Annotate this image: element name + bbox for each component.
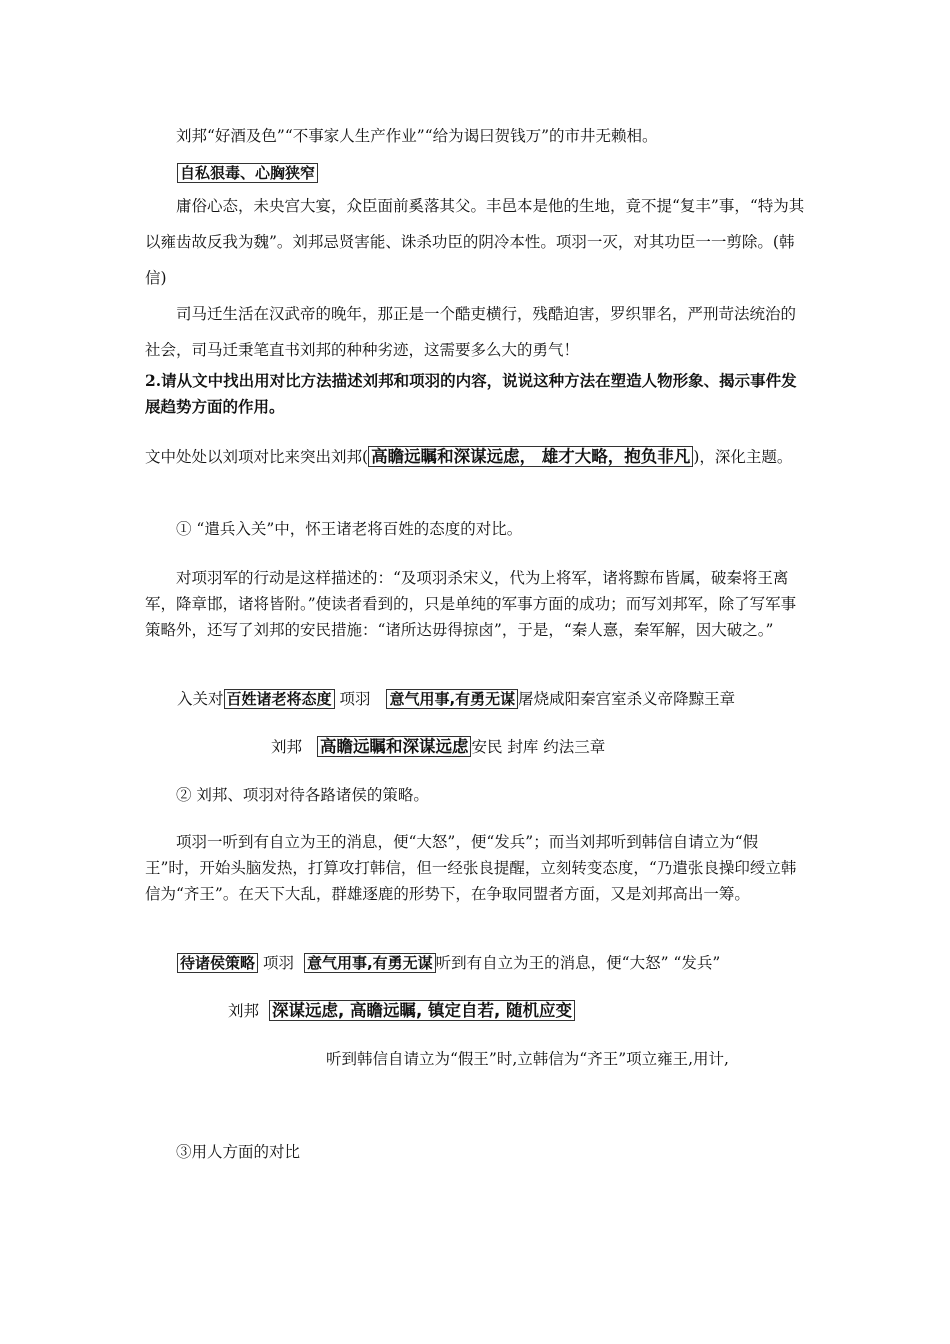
- comparison-row-liubang-strategy: [228, 998, 575, 1024]
- compare3-xiangyu-actions: 听到有自立为王的消息，便“大怒” “发兵”: [435, 954, 721, 972]
- answer-pre: 文中处处以刘项对比来突出刘邦(: [145, 448, 369, 466]
- paragraph-troop-actions: 对项羽军的行动是这样描述的：“及项羽杀宋义，代为上将军，诸将黥布皆属，破秦将王离军，降章邯，诸将皆附。”使读者看到的，只是单纯的军事方面的成功；而写刘邦军，除了写军事策略外，还写了刘邦的安民措施：“诸所达毋得掠卤”，于是，“秦人憙，秦军解，因大破之。”: [145, 569, 797, 639]
- compare-box-strategy: 待诸侯策略: [177, 953, 258, 973]
- compare4-box-strategy: 深谋远虑, 高瞻远瞩, 镇定自若, 随机应变: [269, 1000, 575, 1021]
- list-item-2: ② 刘邦、项羽对待各路诸侯的策略。: [176, 786, 429, 804]
- paragraph-mean-mentality: 庸俗心态，未央宫大宴，众臣面前奚落其父。丰邑本是他的生地，竟不提“复丰”事，“特为其以雍齿故反我为魏”。刘邦忌贤害能、诛杀功臣的阴冷本性。项羽一灭，对其功臣一一剪除。(韩信): [145, 197, 805, 287]
- paragraph-vassal-strategy: 项羽一听到有自立为王的消息，便“大怒”，便“发兵”；而当刘邦听到韩信自请立为“假王”时，开始头脑发热，打算攻打韩信，但一经张良提醒，立刻转变态度，“乃遣张良操印绶立韩信为“齐王”。在天下大乱，群雄逐鹿的形势下，在争取同盟者方面，又是刘邦高出一筹。: [145, 833, 797, 903]
- comparison-row-entry: [177, 686, 735, 712]
- paragraph-sima-qian: 司马迁生活在汉武帝的晚年，那正是一个酷吏横行，残酷迫害，罗织罪名，严刑苛法统治的社会，司马迁秉笔直书刘邦的种种劣迹，这需要多么大的勇气！: [145, 305, 797, 359]
- compare3-box-rash: 意气用事,有勇无谋: [304, 953, 436, 973]
- compare-box-rash: 意气用事,有勇无谋: [386, 689, 518, 709]
- comparison-row-liubang-actions: 听到韩信自请立为“假王”时,立韩信为“齐王”项立雍王,用计,: [326, 1050, 729, 1068]
- compare-liubang-actions: 安民 封库 约法三章: [471, 738, 606, 756]
- list-item-1: ① “遣兵入关”中，怀王诸老将百姓的态度的对比。: [176, 520, 523, 538]
- answer-box: 高瞻远瞩和深谋远虑， 雄才大略，抱负非凡: [368, 446, 693, 467]
- compare-xiangyu: 项羽: [334, 690, 371, 708]
- compare-box-attitude: 百姓诸老将态度: [224, 689, 335, 709]
- compare-liubang: 刘邦: [271, 738, 307, 756]
- compare-label: 入关对: [177, 690, 224, 708]
- heading-box: 自私狠毒、心胸狭窄: [177, 163, 318, 183]
- question-2: 2.请从文中找出用对比方法描述刘邦和项羽的内容，说说这种方法在塑造人物形象、揭示事件发展趋势方面的作用。: [145, 371, 797, 416]
- comparison-row-liubang: [271, 734, 605, 760]
- section-heading-selfish: [177, 160, 318, 186]
- compare-box-vision: 高瞻远瞩和深谋远虑: [317, 736, 472, 757]
- answer-paragraph: [145, 444, 809, 470]
- compare4-liubang: 刘邦: [228, 1002, 260, 1020]
- answer-post: )，深化主题。: [693, 448, 793, 466]
- list-item-3: ③用人方面的对比: [176, 1143, 301, 1161]
- paragraph-vulgar-habits: 刘邦“好酒及色”“不事家人生产作业”“给为谒曰贺钱万”的市井无赖相。: [176, 127, 658, 145]
- comparison-row-vassals: [177, 950, 720, 976]
- compare3-xiangyu: 项羽: [258, 954, 294, 972]
- compare-xiangyu-actions: 屠烧咸阳秦宫室杀义帝降黥王章: [518, 690, 736, 708]
